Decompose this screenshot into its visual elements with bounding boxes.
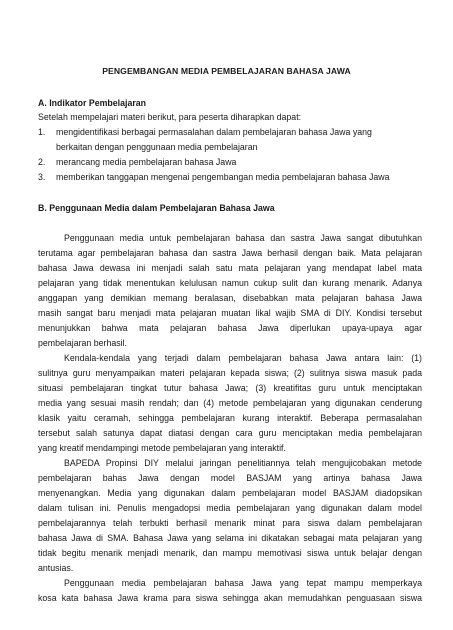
paragraph-line: pembelajaran bahas Jawa dengan model BASJAM yang artinya bahasa Jawa (38, 473, 422, 483)
paragraph-line: sulitnya guru menyampaikan materi pelajaran kepada siswa; (2) sulitnya siswa masuk pada (38, 368, 422, 378)
paragraph-line: bahasa Jawa dewasa ini menjadi salah satu mata pelajaran yang mendapat label mata (38, 263, 422, 273)
paragraph-line: yang kreatif mendampingi metode pembelajaran yang interaktif. (38, 443, 286, 453)
paragraph-line: Penggunaan media untuk pembelajaran bahasa dan sastra Jawa sangat dibutuhkan (64, 233, 422, 243)
paragraph-line: bahasa Jawa di SMA. Bahasa Jawa yang selama ini dikatakan sebagai mata pelajaran yang (38, 533, 422, 543)
paragraph-line: kosa kata bahasa Jawa krama para siswa sehingga akan memudahkan penguasaan siswa (38, 593, 422, 603)
paragraph-line: situasi pembelajaran tingkat tutur bahasa Jawa; (3) kreatifitas guru untuk menciptakan (38, 383, 422, 393)
paragraph-line: klasik yaitu ceramah, sehingga pembelajaran kurang interaktif. Beberapa permasalahan (38, 413, 422, 423)
paragraph-line: antusias. (38, 563, 74, 573)
paragraph-line: BAPEDA Propinsi DIY melalui jaringan penelitiannya telah mengujicobakan metode (64, 458, 422, 468)
paragraph-line: pelajaran yang tidak menentukan kelulusan namun cukup sulit dan kurang menarik. Adanya (38, 278, 422, 288)
paragraph-line: Penggunaan media pembelajaran bahasa Jawa yang tepat mampu memperkaya (64, 578, 422, 588)
list-item-number: 2. (38, 157, 46, 167)
section-a-heading: A. Indikator Pembelajaran (38, 98, 147, 108)
paragraph-line: Kendala-kendala yang terjadi dalam pembelajaran bahasa Jawa antara lain: (1) (64, 353, 422, 363)
paragraph-line: masih sangat baru menjadi mata pelajaran muatan likal wajib SMA di DIY. Kondisi tersebut (38, 308, 422, 318)
paragraph-line: menunjukkan bahwa mata pelajaran bahasa Jawa diperlukan upaya-upaya agar (38, 323, 422, 333)
paragraph-line: anggapan yang demikian memang beralasan, disebabkan mata pelajaran bahasa Jawa (38, 293, 422, 303)
list-item-text: memberikan tanggapan mengenai pengembangan media pembelajaran bahasa Jawa (56, 172, 390, 182)
list-item-number: 1. (38, 127, 46, 137)
list-item-text: berkaitan dengan penggunaan media pembelajaran (56, 142, 258, 152)
paragraph-line: pembelajaran berhasil. (38, 338, 127, 348)
list-item-text: merancang media pembelajaran bahasa Jawa (56, 157, 237, 167)
paragraph-line: dalam tulisan ini. Penulis mengadopsi media pembelajaran yang digunakan dalam model (38, 503, 422, 513)
paragraph-line: media yang sesuai masih rendah; dan (4) metode pembelajaran yang digunakan cenderung (38, 398, 422, 408)
section-b-heading: B. Penggunaan Media dalam Pembelajaran Bahasa Jawa (38, 203, 275, 213)
paragraph-line: menyenangkan. Media yang digunakan dalam pembelajaran model BASJAM diadopsikan (38, 488, 422, 498)
section-a-intro: Setelah mempelajari materi berikut, para peserta diharapkan dapat: (38, 112, 302, 122)
paragraph-line: tidak begitu menarik menjadi menarik, dan mampu memotivasi siswa untuk belajar dengan (38, 548, 422, 558)
document-title: PENGEMBANGAN MEDIA PEMBELAJARAN BAHASA JAWA (102, 66, 351, 76)
paragraph-line: tersebut salah satunya dapat diatasi dengan cara guru menciptakan media pembelajaran (38, 428, 422, 438)
paragraph-line: pembelajarannya telah terbukti berhasil menarik minat para siswa dalam pembelajaran (38, 518, 422, 528)
list-item-number: 3. (38, 172, 46, 182)
list-item-text: mengidentifikasi berbagai permasalahan dalam pembelajaran bahasa Jawa yang (56, 127, 372, 137)
paragraph-line: terutama agar pembelajaran bahasa dan sastra Jawa berhasil dengan baik. Mata pelajaran (38, 248, 422, 258)
